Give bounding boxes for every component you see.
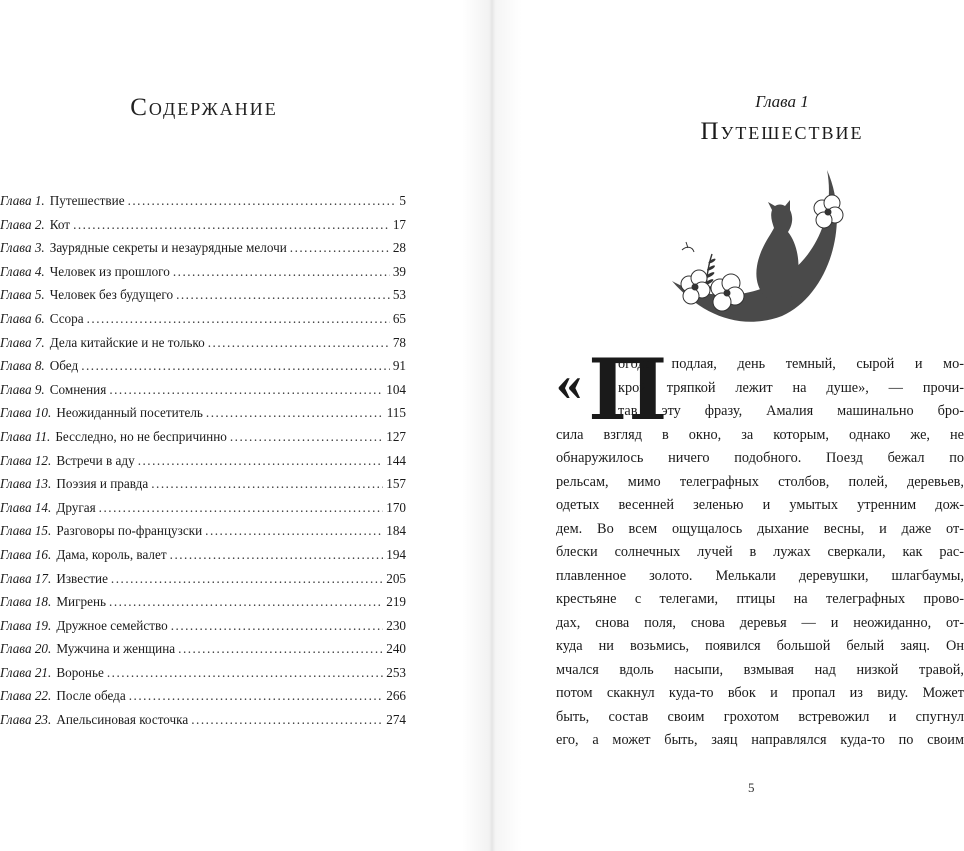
toc-entry <box>0 378 406 402</box>
toc-page-number: 115 <box>386 405 406 421</box>
toc-chapter-number: Глава 6. <box>0 310 45 326</box>
body-text-line: крой тряпкой лежит на душе», — прочи- <box>618 379 964 396</box>
toc-chapter-name: Разговоры по-французски <box>56 523 203 539</box>
toc-chapter-number: Глава 2. <box>0 216 45 232</box>
toc-leader-dots <box>129 684 383 708</box>
toc-chapter-name: Воронье <box>56 664 104 680</box>
toc-entry <box>0 401 406 425</box>
toc-chapter-name: Обед <box>49 358 79 374</box>
toc-entry <box>0 260 406 284</box>
body-text-line: мчался вдоль насыпи, взмывая над низкой травой, <box>556 661 964 678</box>
body-text-line: крестьяне с телегами, птицы на телеграфных прово- <box>556 591 964 607</box>
toc-chapter-name: Неожиданный посетитель <box>56 405 203 421</box>
toc-chapter-number: Глава 15. <box>0 523 52 539</box>
toc-entry <box>0 567 406 591</box>
toc-chapter-name: После обеда <box>56 688 126 704</box>
toc-chapter-number: Глава 10. <box>0 405 52 421</box>
toc-chapter-number: Глава 18. <box>0 594 52 610</box>
toc-page-number: 53 <box>392 287 406 303</box>
toc-title: Содержание <box>130 94 278 121</box>
toc-leader-dots <box>138 449 384 473</box>
toc-entry <box>0 519 406 543</box>
toc-leader-dots <box>73 213 390 237</box>
toc-chapter-number: Глава 17. <box>0 570 52 586</box>
toc-page-number: 184 <box>386 523 406 539</box>
toc-chapter-number: Глава 3. <box>0 240 45 256</box>
toc-chapter-name: Кот <box>49 216 71 232</box>
body-text-line: дем. Во всем ощущалось дыхание весны, и даже от- <box>556 520 964 537</box>
toc-chapter-name: Апельсиновая косточка <box>56 712 189 728</box>
body-text-line: тав эту фразу, Амалия машинально бро- <box>618 403 964 419</box>
toc-leader-dots <box>99 496 384 520</box>
toc-leader-dots <box>178 637 383 661</box>
body-text-line: рельсам, мимо телеграфных столбов, полей, деревьев, <box>556 473 964 490</box>
toc-leader-dots <box>87 307 390 331</box>
toc-chapter-name: Человек без будущего <box>49 287 174 303</box>
toc-leader-dots <box>111 567 383 591</box>
dropcap-quote: « <box>556 355 582 412</box>
toc-entry <box>0 236 406 260</box>
toc-page-number: 127 <box>386 428 406 444</box>
hibiscus-flower-icon <box>814 195 843 228</box>
toc-entry <box>0 189 406 213</box>
toc-leader-dots <box>176 283 390 307</box>
toc-entry <box>0 449 406 473</box>
toc-chapter-name: Мужчина и женщина <box>56 641 176 657</box>
toc-chapter-number: Глава 20. <box>0 641 52 657</box>
toc-chapter-number: Глава 5. <box>0 287 45 303</box>
toc-chapter-name: Известие <box>56 570 108 586</box>
toc-page-number: 91 <box>392 358 406 374</box>
toc-entry <box>0 307 406 331</box>
toc-chapter-number: Глава 8. <box>0 358 45 374</box>
toc-leader-dots <box>191 708 383 732</box>
toc-entry <box>0 496 406 520</box>
body-text-line: огода подлая, день темный, сырой и мо- <box>618 356 964 372</box>
body-text-line: обнаружилось ничего подобного. Поезд бежал по <box>556 450 964 466</box>
toc-chapter-number: Глава 16. <box>0 546 52 562</box>
toc-leader-dots <box>170 543 384 567</box>
toc-leader-dots <box>107 661 383 685</box>
toc-leader-dots <box>151 472 383 496</box>
body-text-line: быть, состав своим грохотом встревожил и спугнул <box>556 708 964 725</box>
right-page <box>492 0 964 851</box>
toc-page-number: 194 <box>386 546 406 562</box>
toc-entry <box>0 590 406 614</box>
toc-page-number: 157 <box>386 476 406 492</box>
body-text-line: одетых весенней зеленью и умытых утренним дож- <box>556 497 964 513</box>
toc-entry <box>0 614 406 638</box>
toc-leader-dots <box>230 425 383 449</box>
toc-page-number: 28 <box>392 240 406 256</box>
toc-leader-dots <box>208 331 390 355</box>
toc-entry <box>0 684 406 708</box>
toc-page-number: 253 <box>386 664 406 680</box>
toc-page-number: 39 <box>392 263 406 279</box>
toc-leader-dots <box>128 189 397 213</box>
toc-entry <box>0 708 406 732</box>
toc-chapter-number: Глава 22. <box>0 688 52 704</box>
toc-leader-dots <box>171 614 384 638</box>
toc-chapter-name: Сомнения <box>49 381 107 397</box>
toc-chapter-name: Другая <box>56 499 96 515</box>
toc-chapter-name: Мигрень <box>56 594 107 610</box>
toc-chapter-name: Дама, король, валет <box>56 546 167 562</box>
body-text-line: потом скакнул куда-то вбок и пропал из виду. Может <box>556 685 964 701</box>
toc-leader-dots <box>81 354 390 378</box>
toc-chapter-number: Глава 7. <box>0 334 45 350</box>
toc-page-number: 274 <box>386 712 406 728</box>
toc-chapter-name: Путешествие <box>49 193 125 208</box>
toc-entry <box>0 331 406 355</box>
toc-chapter-number: Глава 4. <box>0 263 45 279</box>
toc-chapter-name: Человек из прошлого <box>49 263 170 279</box>
page-number: 5 <box>748 780 755 795</box>
toc-leader-dots <box>205 519 383 543</box>
toc-entry <box>0 354 406 378</box>
toc-chapter-name: Дружное семейство <box>56 617 168 633</box>
toc-page-number: 219 <box>386 594 406 610</box>
toc-page-number: 5 <box>399 193 406 208</box>
body-text-line: его, а может быть, заяц направлялся куда-то по своим <box>556 732 964 748</box>
toc-page-number: 17 <box>392 216 406 232</box>
body-text-line: куда ни возьмись, появился большой белый заяц. Он <box>556 638 964 654</box>
toc-leader-dots <box>109 590 383 614</box>
toc-chapter-number: Глава 11. <box>0 428 51 444</box>
toc-entry <box>0 425 406 449</box>
body-text-line: дах, снова поля, снова деревья — и неожиданно, от- <box>556 614 964 631</box>
toc-entry <box>0 637 406 661</box>
toc-page-number: 170 <box>386 499 406 515</box>
toc-leader-dots <box>206 401 384 425</box>
toc-chapter-number: Глава 23. <box>0 712 52 728</box>
toc-chapter-number: Глава 21. <box>0 664 52 680</box>
toc-entry <box>0 543 406 567</box>
toc-entry <box>0 661 406 685</box>
chapter-title: Путешествие <box>700 118 864 145</box>
chapter-body-text <box>556 353 964 753</box>
toc-chapter-name: Поэзия и правда <box>56 476 149 492</box>
cat-silhouette-icon <box>756 200 798 302</box>
toc-page-number: 144 <box>386 452 406 468</box>
toc-page-number: 205 <box>386 570 406 586</box>
toc-page-number: 78 <box>392 334 406 350</box>
toc-chapter-name: Бесследно, но не беспричинно <box>55 428 227 444</box>
toc-chapter-name: Заурядные секреты и незаурядные мелочи <box>49 240 287 256</box>
toc-chapter-name: Ссора <box>49 310 84 326</box>
dropcap-letter: П <box>588 340 668 439</box>
body-text-line: сила взгляд в окно, за которым, однако же, не <box>556 426 964 443</box>
body-text-line: плавленное золото. Мелькали деревушки, шлагбаумы, <box>556 567 964 584</box>
toc-chapter-number: Глава 1. <box>0 193 45 208</box>
toc-leader-dots <box>290 236 390 260</box>
toc-chapter-number: Глава 12. <box>0 452 52 468</box>
toc-chapter-number: Глава 9. <box>0 381 45 397</box>
table-of-contents <box>0 189 406 732</box>
toc-chapter-name: Встречи в аду <box>56 452 135 468</box>
toc-entry <box>0 213 406 237</box>
body-text-line: блески солнечных лучей в лужах сверкали, как рас- <box>556 544 964 560</box>
toc-chapter-name: Дела китайские и не только <box>49 334 205 350</box>
toc-page-number: 65 <box>392 310 406 326</box>
toc-entry <box>0 472 406 496</box>
toc-entry <box>0 283 406 307</box>
toc-chapter-number: Глава 19. <box>0 617 52 633</box>
toc-page-number: 230 <box>386 617 406 633</box>
chapter-label: Глава 1 <box>755 92 809 111</box>
toc-leader-dots <box>109 378 383 402</box>
toc-chapter-number: Глава 14. <box>0 499 52 515</box>
cat-moon-illustration-icon <box>662 166 862 326</box>
toc-page-number: 240 <box>386 641 406 657</box>
toc-leader-dots <box>173 260 390 284</box>
toc-page-number: 266 <box>386 688 406 704</box>
toc-chapter-number: Глава 13. <box>0 476 52 492</box>
toc-page-number: 104 <box>386 381 406 397</box>
